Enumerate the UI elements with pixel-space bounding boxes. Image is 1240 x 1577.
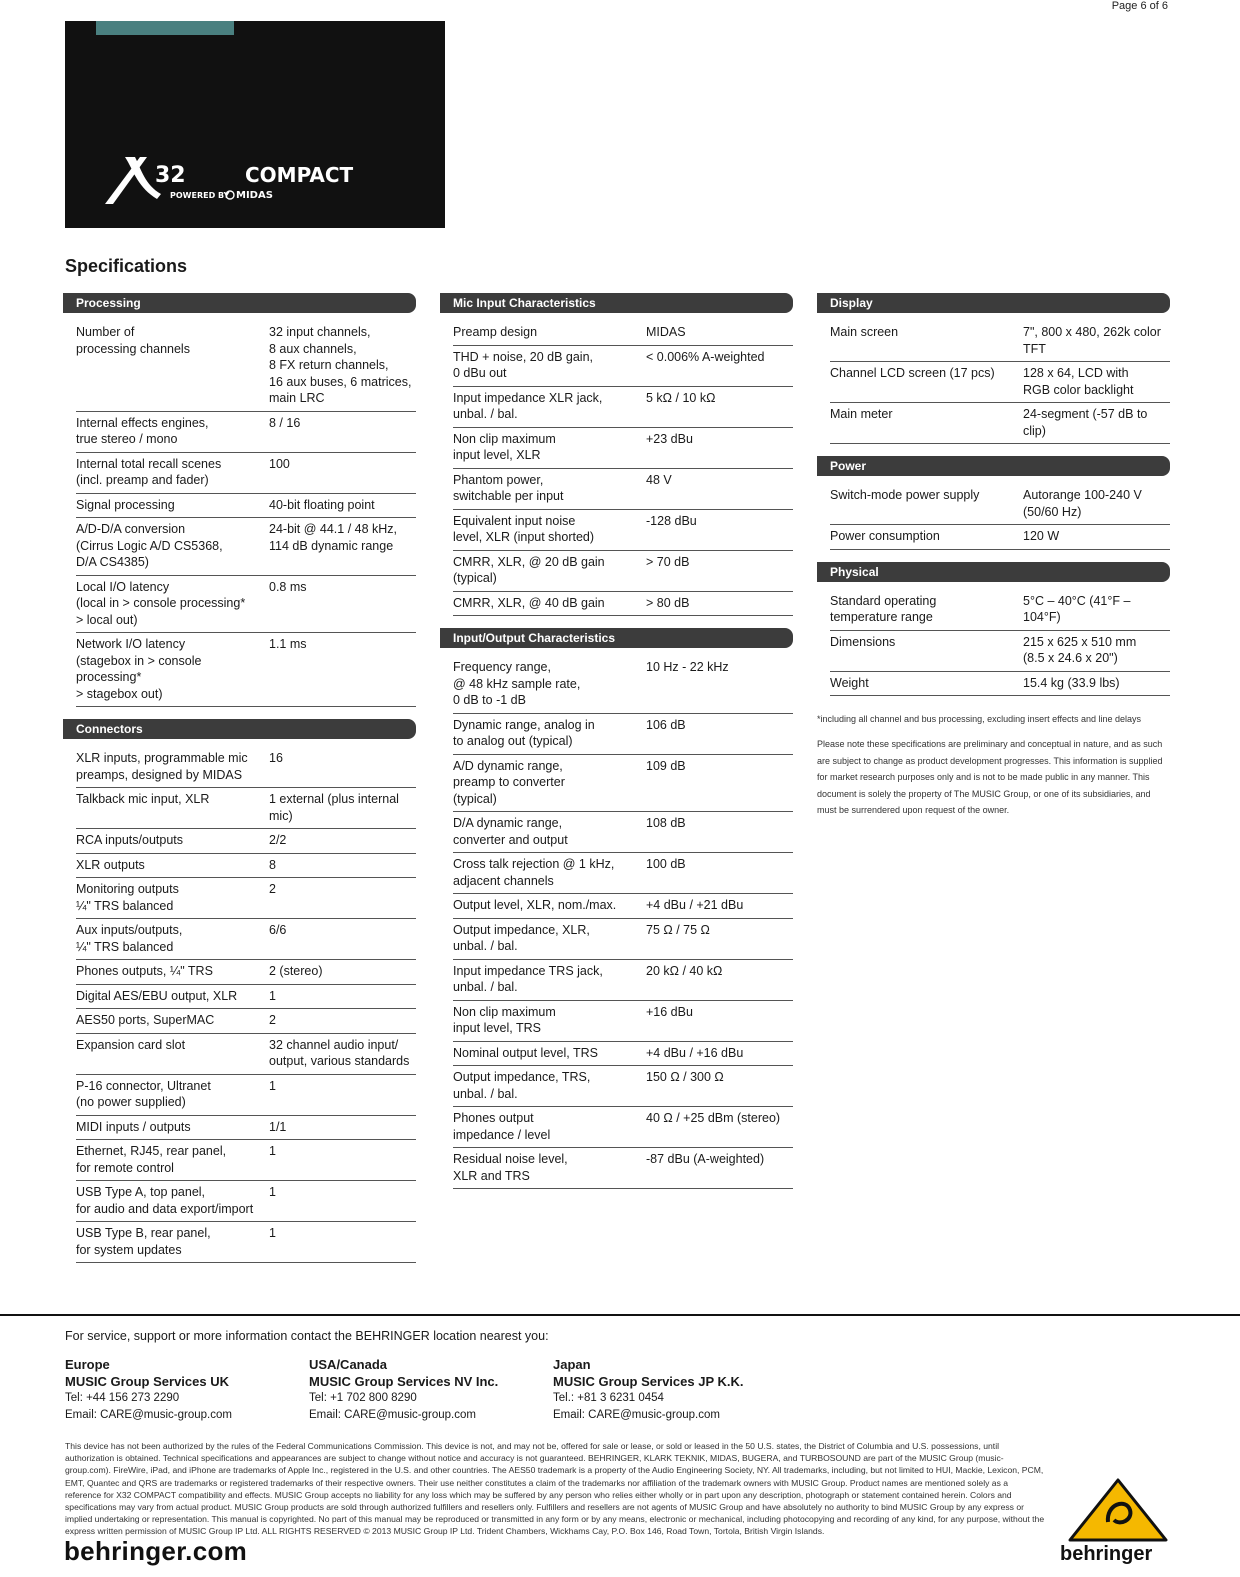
spec-row <box>76 788 416 829</box>
office-region: Europe <box>65 1357 110 1372</box>
spec-value: MIDAS <box>646 325 686 339</box>
spec-section <box>817 456 1170 550</box>
spec-value: 32 channel audio input/ output, various standards <box>269 1037 410 1068</box>
spec-label: Input impedance TRS jack, unbal. / bal. <box>453 963 603 994</box>
spec-row <box>830 672 1170 697</box>
spec-label: Output impedance, XLR, unbal. / bal. <box>453 922 590 953</box>
section-header: Display <box>817 293 1170 313</box>
spec-label: Nominal output level, TRS <box>453 1045 598 1060</box>
spec-value: 106 dB <box>646 717 686 732</box>
spec-section <box>63 719 416 1263</box>
spec-label: CMRR, XLR, @ 40 dB gain <box>453 595 605 610</box>
spec-label: Residual noise level, XLR and TRS <box>453 1152 568 1183</box>
spec-value: 215 x 625 x 510 mm (8.5 x 24.6 x 20") <box>1023 634 1137 665</box>
spec-value: 1 <box>269 1144 276 1158</box>
spec-row <box>76 1009 416 1034</box>
spec-label: Internal total recall scenes (incl. preamp and fader) <box>76 456 222 487</box>
spec-label: Phantom power, switchable per input <box>453 472 564 503</box>
spec-row <box>453 919 793 960</box>
office-company: MUSIC Group Services JP K.K. <box>553 1373 744 1389</box>
spec-label: Signal processing <box>76 497 175 512</box>
spec-label: Phones output impedance / level <box>453 1111 551 1142</box>
spec-value: 5°C – 40°C (41°F – 104°F) <box>1023 593 1131 624</box>
spec-row <box>453 510 793 551</box>
spec-label: Preamp design <box>453 325 538 339</box>
spec-row <box>830 631 1170 672</box>
spec-value: 2 (stereo) <box>269 964 323 978</box>
spec-value: -128 dBu <box>646 513 697 528</box>
spec-label: USB Type B, rear panel, for system updates <box>76 1226 211 1257</box>
spec-label: XLR inputs, programmable mic preamps, designed by MIDAS <box>76 751 248 782</box>
spec-value: 128 x 64, LCD with RGB color backlight <box>1023 366 1134 397</box>
spec-row <box>76 518 416 576</box>
spec-label: P-16 connector, Ultranet (no power supplied) <box>76 1078 211 1109</box>
spec-row <box>76 960 416 985</box>
spec-rows <box>830 484 1170 550</box>
spec-label: Talkback mic input, XLR <box>76 792 210 806</box>
spec-value: 120 W <box>1023 529 1060 543</box>
hero-model: 32 <box>155 163 186 188</box>
product-hero-banner <box>65 21 445 228</box>
hero-product: COMPACT <box>245 163 354 187</box>
spec-label: XLR outputs <box>76 857 145 872</box>
spec-row <box>453 755 793 813</box>
spec-label: Dimensions <box>830 634 896 649</box>
spec-value: 16 <box>269 751 283 765</box>
spec-row <box>76 1034 416 1075</box>
spec-row <box>830 590 1170 631</box>
spec-label: Non clip maximum input level, TRS <box>453 1004 556 1035</box>
spec-section <box>440 293 793 616</box>
spec-value: 6/6 <box>269 923 287 937</box>
spec-section <box>440 628 793 1189</box>
spec-value: 150 Ω / 300 Ω <box>646 1070 724 1084</box>
spec-row <box>76 1181 416 1222</box>
spec-label: Expansion card slot <box>76 1037 186 1052</box>
spec-label: Number of processing channels <box>76 325 190 356</box>
office-region: USA/Canada <box>309 1357 388 1372</box>
spec-section <box>817 562 1170 697</box>
spec-value: 24-segment (-57 dB to clip) <box>1023 407 1148 438</box>
spec-row <box>76 829 416 854</box>
spec-label: MIDI inputs / outputs <box>76 1119 191 1134</box>
spec-row <box>453 714 793 755</box>
spec-rows <box>453 321 793 616</box>
office-company: MUSIC Group Services NV Inc. <box>309 1373 499 1389</box>
spec-label: Channel LCD screen (17 pcs) <box>830 366 995 380</box>
office-company: MUSIC Group Services UK <box>65 1373 229 1389</box>
footer-divider <box>0 1314 1240 1316</box>
spec-row <box>830 403 1170 444</box>
spec-label: Frequency range, @ 48 kHz sample rate, 0 dB to -1 dB <box>453 660 581 707</box>
spec-label: Cross talk rejection @ 1 kHz, adjacent channels <box>453 857 615 888</box>
page-number: Page 6 of 6 <box>1111 0 1168 12</box>
spec-label: Output level, XLR, nom./max. <box>453 898 617 912</box>
spec-rows <box>76 321 416 707</box>
website-link[interactable]: behringer.com <box>64 1536 248 1566</box>
spec-row <box>453 1148 793 1189</box>
spec-label: Aux inputs/outputs, ¼" TRS balanced <box>76 923 183 954</box>
spec-value: > 80 dB <box>646 595 690 610</box>
spec-label: Network I/O latency (stagebox in > console processing* > stagebox out) <box>76 637 202 701</box>
spec-row <box>453 960 793 1001</box>
spec-value: -87 dBu (A-weighted) <box>646 1152 765 1166</box>
x32-compact-logo <box>95 149 385 209</box>
spec-row <box>76 1222 416 1263</box>
office-email[interactable]: Email: CARE@music-group.com <box>553 1408 720 1421</box>
section-header: Physical <box>817 562 1170 582</box>
spec-row <box>453 1066 793 1107</box>
specifications-heading: Specifications <box>65 256 188 276</box>
spec-row <box>76 412 416 453</box>
spec-label: Equivalent input noise level, XLR (input shorted) <box>453 513 595 544</box>
spec-value: 24-bit @ 44.1 / 48 kHz, 114 dB dynamic range <box>269 522 398 553</box>
spec-value: +16 dBu <box>646 1004 693 1019</box>
spec-row <box>76 854 416 879</box>
spec-value: 2 <box>269 1013 276 1027</box>
spec-value: 40 Ω / +25 dBm (stereo) <box>646 1111 781 1125</box>
spec-row <box>830 484 1170 525</box>
spec-label: RCA inputs/outputs <box>76 833 184 847</box>
spec-row <box>76 633 416 707</box>
spec-label: Standard operating temperature range <box>830 593 937 624</box>
spec-row <box>76 453 416 494</box>
spec-row <box>830 362 1170 403</box>
spec-value: +23 dBu <box>646 431 693 446</box>
spec-value: 1 <box>269 1078 276 1093</box>
spec-value: 8 <box>269 857 276 872</box>
spec-row <box>453 1042 793 1067</box>
spec-value: Autorange 100-240 V (50/60 Hz) <box>1023 488 1142 519</box>
office-europe <box>65 1357 232 1423</box>
spec-rows <box>453 656 793 1189</box>
spec-value: 15.4 kg (33.9 lbs) <box>1023 675 1120 690</box>
section-header: Input/Output Characteristics <box>440 628 793 648</box>
spec-row <box>453 346 793 387</box>
spec-value: 1 <box>269 988 276 1003</box>
spec-label: Ethernet, RJ45, rear panel, for remote control <box>76 1144 227 1175</box>
spec-row <box>453 551 793 592</box>
spec-value: 40-bit floating point <box>269 497 375 512</box>
spec-value: 2 <box>269 882 276 896</box>
office-phone: Tel: +1 702 800 8290 <box>309 1392 417 1404</box>
spec-rows <box>830 321 1170 444</box>
spec-label: Main screen <box>830 325 899 339</box>
spec-section <box>63 293 416 707</box>
spec-row <box>453 428 793 469</box>
spec-label: D/A dynamic range, converter and output <box>453 816 568 847</box>
hero-tagline: POWERED BY <box>170 191 230 200</box>
spec-row <box>453 321 793 346</box>
hero-partner: MIDAS <box>236 190 273 201</box>
spec-rows <box>76 747 416 1263</box>
office-region: Japan <box>553 1357 591 1372</box>
spec-value: 100 <box>269 456 290 471</box>
spec-column-3 <box>817 293 1170 819</box>
spec-label: Local I/O latency (local in > console processing* > local out) <box>76 579 246 627</box>
spec-row <box>453 853 793 894</box>
spec-row <box>76 1140 416 1181</box>
spec-column-1 <box>63 293 416 1275</box>
spec-row <box>76 985 416 1010</box>
legal-notice: This device has not been authorized by the rules of the Federal Communications Commission. This device is not, and may not be, offered for sale or lease, or sold or leased in the 50 U.S. states, the District of Columbia and U.S. possessions, until authorization is obtained. Technical specifications and appearances are subject to change without notice and accuracy is not guaranteed. BEHRINGER, KLARK TEKNIK, MIDAS, BUGERA, and TURBOSOUND are part of the MUSIC Group (music-group.com). FireWire, iPad, and iPhone are trademarks of Apple Inc., registered in the U.S. and other countries. The AES50 trademark is a property of the Audio Engineering Society, NY. All trademarks, including, but not limited to HUI, Mackie, Lexicon, PCM, EMT, Quantec and QRS are trademarks or registered trademarks of their respective owners. Their use neither constitutes a claim of the trademarks nor affiliation of the trademark owners with MUSIC Group. Product names are mentioned solely as a reference for X32 COMPACT compatibility and effects. MUSIC Group accepts no liability for any loss which may be suffered by any person who relies either wholly or in part upon any description, photograph or statement contained herein. Colors and specifications may vary from actual product. MUSIC Group products are sold through authorized fulfillers and resellers only. Fulfillers and resellers are not agents of MUSIC Group and have absolutely no authority to bind MUSIC Group by any express or implied undertaking or representation. This manual is copyrighted. No part of this manual may be reproduced or transmitted in any form or by any means, electronic or mechanical, including photocopying and recording of any kind, for any purpose, without the express written permission of MUSIC Group IP Ltd. ALL RIGHTS RESERVED © 2013 MUSIC Group IP Ltd. Trident Chambers, Wickhams Cay, P.O. Box 146, Road Town, Tortola, British Virgin Islands. <box>65 1441 1045 1537</box>
office-email[interactable]: Email: CARE@music-group.com <box>309 1408 476 1421</box>
spec-row <box>453 812 793 853</box>
latency-footnote: *including all channel and bus processing, excluding insert effects and line delays <box>817 714 1142 724</box>
spec-label: Dynamic range, analog in to analog out (typical) <box>453 717 595 748</box>
spec-row <box>76 494 416 519</box>
spec-label: THD + noise, 20 dB gain, 0 dBu out <box>453 349 594 380</box>
spec-label: Output impedance, TRS, unbal. / bal. <box>453 1070 591 1101</box>
spec-value: 1 <box>269 1226 276 1240</box>
spec-label: Power consumption <box>830 529 940 543</box>
spec-row <box>76 919 416 960</box>
contact-intro: For service, support or more information contact the BEHRINGER location nearest you: <box>65 1329 549 1343</box>
spec-value: 5 kΩ / 10 kΩ <box>646 390 716 405</box>
spec-value: +4 dBu / +16 dBu <box>646 1045 744 1060</box>
spec-value: 100 dB <box>646 857 686 871</box>
spec-label: Phones outputs, ¼" TRS <box>76 964 213 978</box>
spec-row <box>76 576 416 634</box>
section-header: Connectors <box>63 719 416 739</box>
spec-value: 1/1 <box>269 1119 287 1134</box>
spec-value: 32 input channels, 8 aux channels, 8 FX return channels, 16 aux buses, 6 matrices, main LRC <box>269 325 412 405</box>
spec-value: 10 Hz - 22 kHz <box>646 660 729 674</box>
spec-value: > 70 dB <box>646 554 690 569</box>
spec-row <box>76 321 416 412</box>
spec-row <box>453 469 793 510</box>
spec-value: 1.1 ms <box>269 637 307 651</box>
spec-row <box>76 878 416 919</box>
spec-row <box>76 1075 416 1116</box>
spec-label: Non clip maximum input level, XLR <box>453 431 556 462</box>
spec-row <box>76 747 416 788</box>
spec-label: Switch-mode power supply <box>830 488 980 502</box>
office-japan <box>553 1357 744 1423</box>
spec-row <box>830 321 1170 362</box>
spec-value: 0.8 ms <box>269 579 307 594</box>
spec-row <box>453 894 793 919</box>
spec-value: 2/2 <box>269 833 287 847</box>
spec-value: 1 <box>269 1185 276 1199</box>
spec-row <box>76 1116 416 1141</box>
spec-label: Internal effects engines, true stereo / mono <box>76 415 209 446</box>
spec-label: Main meter <box>830 407 893 421</box>
spec-value: +4 dBu / +21 dBu <box>646 898 744 912</box>
spec-row <box>453 592 793 617</box>
section-header: Processing <box>63 293 416 313</box>
spec-label: Input impedance XLR jack, unbal. / bal. <box>453 390 603 421</box>
spec-value: 1 external (plus internal mic) <box>269 792 399 823</box>
brand-name: behringer <box>1060 1543 1153 1565</box>
spec-value: 109 dB <box>646 758 686 773</box>
spec-label: A/D-D/A conversion (Cirrus Logic A/D CS5368, D/A CS4385) <box>76 522 223 569</box>
spec-value: 75 Ω / 75 Ω <box>646 922 710 937</box>
spec-row <box>453 1107 793 1148</box>
spec-label: CMRR, XLR, @ 20 dB gain (typical) <box>453 554 605 585</box>
spec-row <box>453 656 793 714</box>
spec-label: Digital AES/EBU output, XLR <box>76 988 238 1003</box>
spec-value: 8 / 16 <box>269 415 301 430</box>
spec-rows <box>830 590 1170 697</box>
spec-label: Monitoring outputs ¼" TRS balanced <box>76 882 179 913</box>
spec-value: 20 kΩ / 40 kΩ <box>646 963 723 978</box>
spec-label: AES50 ports, SuperMAC <box>76 1013 215 1027</box>
spec-section <box>817 293 1170 444</box>
hero-accent-tab <box>96 21 234 35</box>
spec-label: A/D dynamic range, preamp to converter (typical) <box>453 758 565 806</box>
spec-value: 7", 800 x 480, 262k color TFT <box>1023 325 1161 356</box>
spec-value: < 0.006% A-weighted <box>646 349 765 364</box>
spec-row <box>453 387 793 428</box>
spec-value: 108 dB <box>646 816 686 830</box>
office-phone: Tel: +44 156 273 2290 <box>65 1392 180 1404</box>
spec-column-2 <box>440 293 793 1201</box>
office-email[interactable]: Email: CARE@music-group.com <box>65 1408 232 1421</box>
spec-label: USB Type A, top panel, for audio and data export/import <box>76 1185 254 1216</box>
section-header: Mic Input Characteristics <box>440 293 793 313</box>
office-phone: Tel.: +81 3 6231 0454 <box>553 1392 664 1404</box>
spec-value: 48 V <box>646 472 672 487</box>
office-usa-canada <box>309 1357 498 1423</box>
spec-row <box>830 525 1170 550</box>
preliminary-disclaimer: Please note these specifications are preliminary and conceptual in nature, and as such are subject to change as product development progresses. This information is supplied for market research purposes only and is not to be made public in any manner. This document is solely the property of The MUSIC Group, or one of its subsidiaries, and must be surrendered upon request of the owner. <box>817 739 1163 815</box>
spec-row <box>453 1001 793 1042</box>
section-header: Power <box>817 456 1170 476</box>
spec-label: Weight <box>830 675 869 690</box>
